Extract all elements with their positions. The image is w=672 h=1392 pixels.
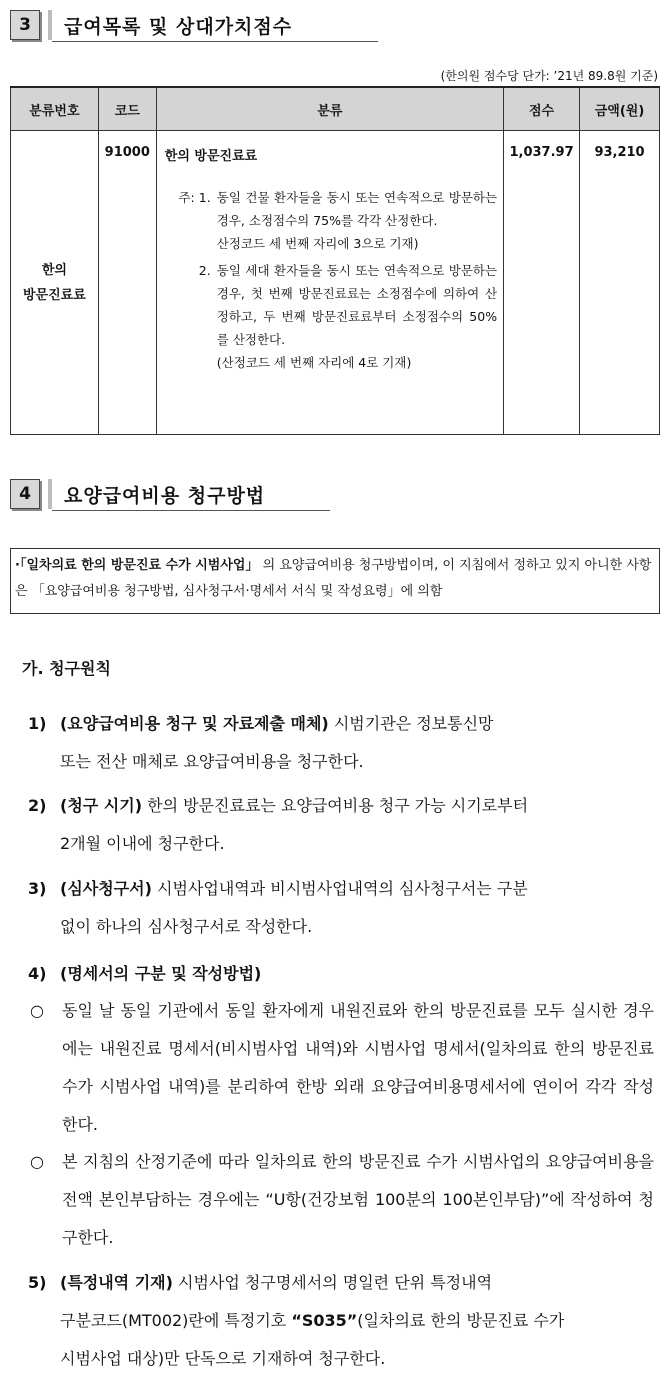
item-2 bbox=[22, 787, 652, 863]
info-text: 의 요양급여비용 청구방법이며, 이 지침에서 정하고 있지 아니한 사항은 「요양급여비용 청구방법, 심사청구서·명세서 서식 및 작성요령」에 의함 bbox=[15, 558, 652, 599]
header-amount: 금액(원) bbox=[580, 87, 660, 131]
item-1-text: 시범기관은 정보통신망 bbox=[328, 714, 494, 733]
table-row bbox=[11, 131, 660, 435]
item-2-text: 한의 방문진료료는 요양급여비용 청구 가능 시기로부터 bbox=[142, 796, 529, 815]
code-cell: 91000 bbox=[98, 131, 156, 435]
item-5-number: 5) bbox=[28, 1273, 47, 1292]
item-1 bbox=[22, 705, 652, 781]
item-3-continuation: 없이 하나의 심사청구서로 작성한다. bbox=[60, 917, 313, 936]
item-5-cont-a: 구분코드(MT002)란에 특정기호 bbox=[60, 1311, 292, 1330]
section-3-title: 급여목록 및 상대가치점수 bbox=[64, 15, 293, 38]
item-4 bbox=[22, 955, 652, 993]
bullet-1-text: 동일 날 동일 기관에서 동일 환자에게 내원진료와 한의 방문진료를 모두 실시한 경우에는 내원진료 명세서(비시범사업 내역)와 시범사업 명세서(일차의료 한의 방문진료 수가 시범사업 내역)를 분리하여 한방 외래 요양급여비용명세서에 연이어 각각 작성한다. bbox=[62, 1001, 654, 1134]
item-5-cont-b: (일차의료 한의 방문진료 수가 bbox=[357, 1311, 565, 1330]
table-unit-note: (한의원 점수당 단가: ’21년 89.8원 기준) bbox=[440, 69, 658, 83]
category-line-2: 방문진료료 bbox=[23, 287, 86, 303]
bullet-1-mark: ○ bbox=[30, 1001, 44, 1020]
note-2-sub: (산정코드 세 번째 자리에 4로 기재) bbox=[216, 355, 412, 370]
section-3-underline bbox=[52, 41, 378, 42]
subsection-title: 가. 청구원칙 bbox=[22, 659, 111, 678]
note-1-text: 동일 건물 환자들을 동시 또는 연속적으로 방문하는 경우, 소정점수의 75%를 각각 산정한다. bbox=[216, 190, 498, 228]
bullet-1 bbox=[22, 992, 654, 1144]
note-2-text: 동일 세대 환자들을 동시 또는 연속적으로 방문하는 경우, 첫 번째 방문진료료는 소정점수에 의하여 산정하고, 두 번째 방문진료료부터 소정점수의 50%를 산정한다. bbox=[216, 263, 498, 347]
info-bullet: · bbox=[15, 558, 20, 573]
item-4-number: 4) bbox=[28, 964, 47, 983]
item-3 bbox=[22, 870, 652, 946]
section-3-bar bbox=[48, 10, 52, 40]
section-4-header bbox=[10, 477, 265, 511]
item-1-number: 1) bbox=[28, 714, 47, 733]
note-2 bbox=[165, 259, 497, 374]
item-4-keyword: (명세서의 구분 및 작성방법) bbox=[60, 964, 262, 983]
category-line-1: 한의 bbox=[41, 262, 67, 278]
header-classification: 분류 bbox=[156, 87, 503, 131]
note-1 bbox=[165, 186, 497, 255]
item-2-continuation: 2개월 이내에 청구한다. bbox=[60, 834, 225, 853]
item-5-continuation-2: 시범사업 대상)만 단독으로 기재하여 청구한다. bbox=[60, 1349, 386, 1368]
note-2-number: 2. bbox=[198, 263, 211, 278]
info-highlight: 「일차의료 한의 방문진료 수가 시범사업」 bbox=[19, 558, 259, 573]
section-3-header bbox=[10, 8, 292, 42]
amount-cell: 93,210 bbox=[580, 131, 660, 435]
note-1-number: 1. bbox=[198, 190, 211, 205]
section-4-underline bbox=[52, 510, 330, 511]
category-cell bbox=[11, 131, 99, 435]
item-2-keyword: (청구 시기) bbox=[60, 796, 143, 815]
section-4-number: 4 bbox=[10, 479, 40, 509]
bullet-2-mark: ○ bbox=[30, 1152, 44, 1171]
description-cell bbox=[156, 131, 503, 435]
fee-notes bbox=[165, 186, 497, 374]
item-5-code: “S035” bbox=[291, 1311, 358, 1330]
section-3-number: 3 bbox=[10, 10, 40, 40]
item-2-number: 2) bbox=[28, 796, 47, 815]
table-header-row bbox=[11, 87, 660, 131]
header-score: 점수 bbox=[504, 87, 580, 131]
header-category-code: 분류번호 bbox=[11, 87, 99, 131]
item-1-keyword: (요양급여비용 청구 및 자료제출 매체) bbox=[60, 714, 329, 733]
bullet-2-text: 본 지침의 산정기준에 따라 일차의료 한의 방문진료 수가 시범사업의 요양급여비용을 전액 본인부담하는 경우에는 “U항(건강보험 100분의 100본인부담)”에 작성하여 청구한다. bbox=[62, 1152, 654, 1247]
info-box bbox=[10, 548, 660, 614]
bullet-2 bbox=[22, 1143, 654, 1257]
fee-item-name: 한의 방문진료료 bbox=[164, 149, 258, 164]
header-code: 코드 bbox=[98, 87, 156, 131]
item-5 bbox=[22, 1264, 652, 1378]
item-5-continuation-1 bbox=[22, 1302, 652, 1340]
item-1-continuation: 또는 전산 매체로 요양급여비용을 청구한다. bbox=[60, 752, 364, 771]
item-3-number: 3) bbox=[28, 879, 47, 898]
note-label: 주: bbox=[178, 190, 195, 205]
note-1-sub: 산정코드 세 번째 자리에 3으로 기재) bbox=[216, 236, 419, 251]
section-4-bar bbox=[48, 479, 52, 509]
score-cell: 1,037.97 bbox=[504, 131, 580, 435]
section-4-title: 요양급여비용 청구방법 bbox=[64, 484, 266, 507]
item-3-keyword: (심사청구서) bbox=[60, 879, 152, 898]
item-3-text: 시범사업내역과 비시범사업내역의 심사청구서는 구분 bbox=[151, 879, 528, 898]
item-5-keyword: (특정내역 기재) bbox=[60, 1273, 173, 1292]
fee-table bbox=[10, 86, 660, 435]
item-5-text: 시범사업 청구명세서의 명일련 단위 특정내역 bbox=[172, 1273, 493, 1292]
